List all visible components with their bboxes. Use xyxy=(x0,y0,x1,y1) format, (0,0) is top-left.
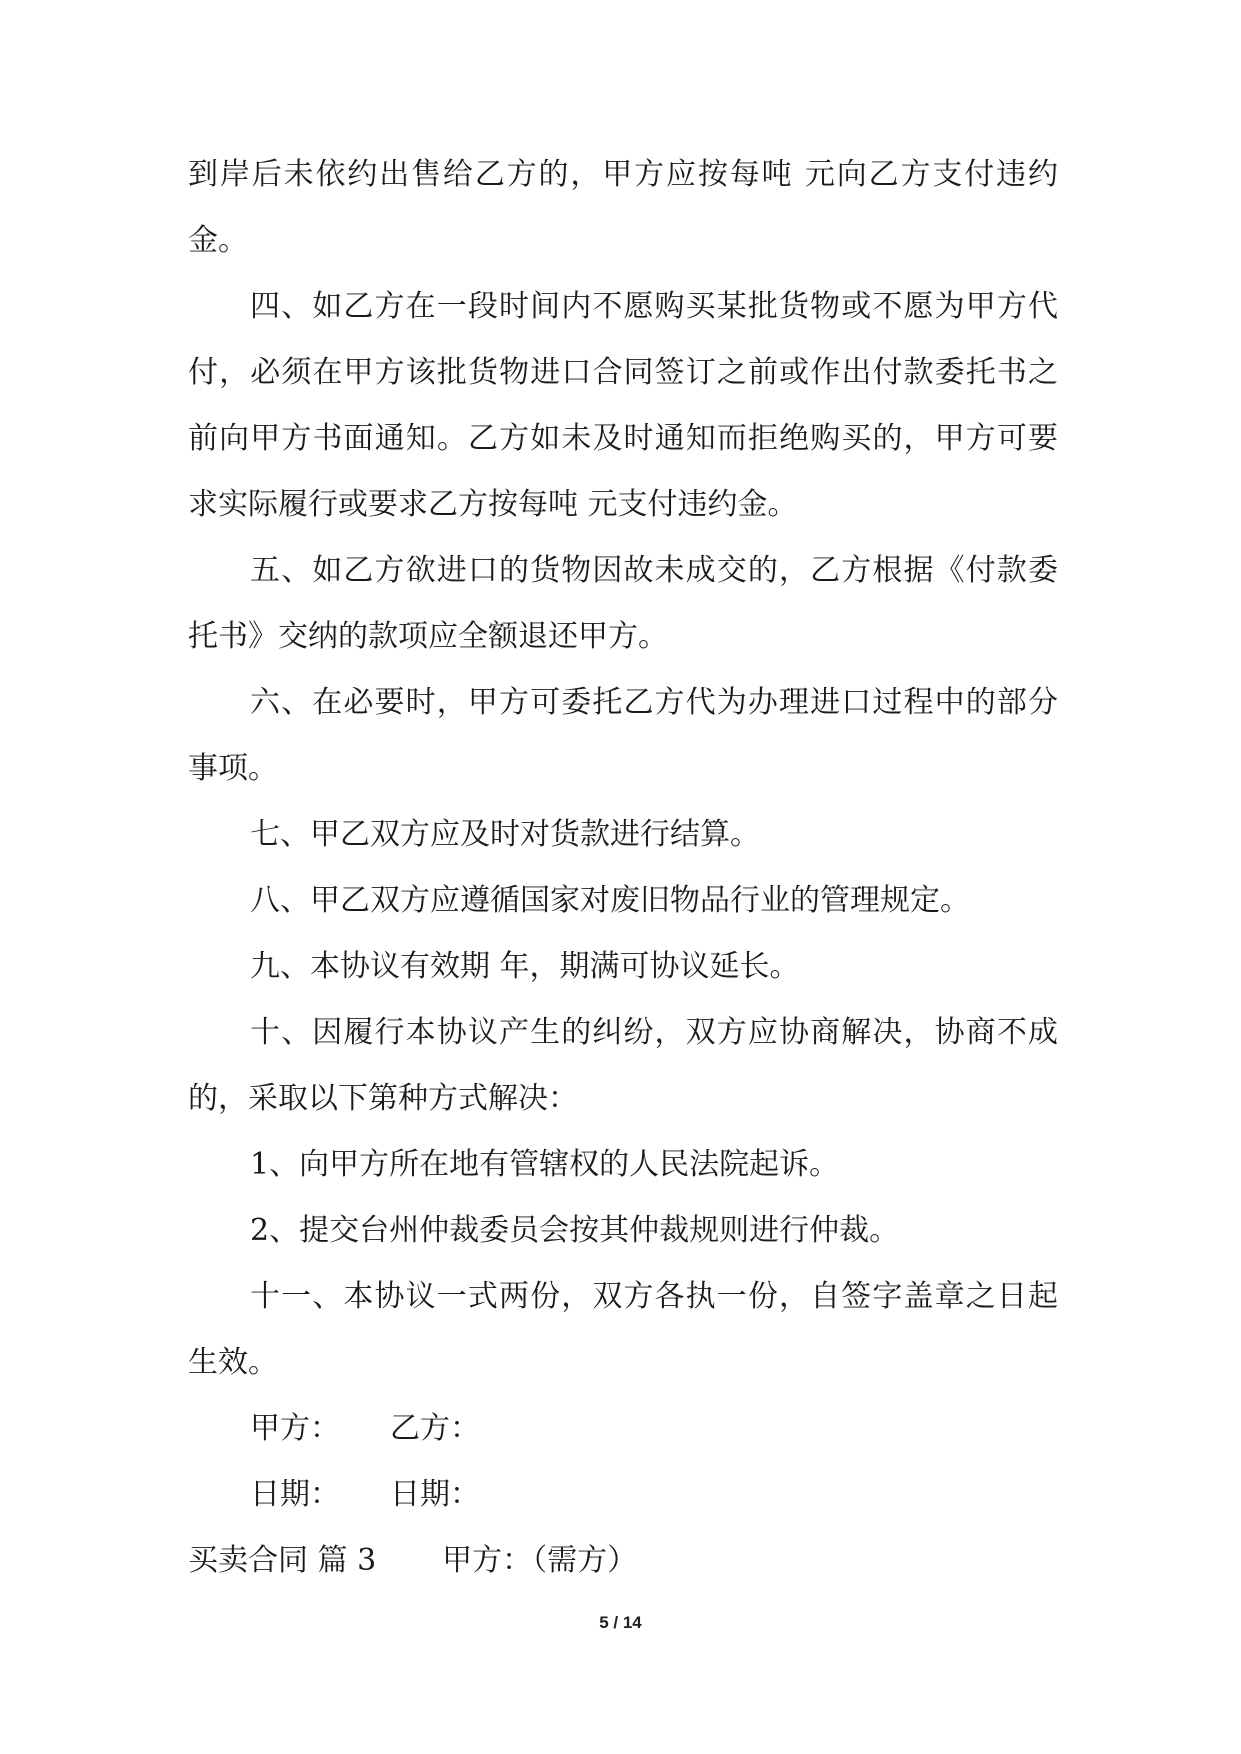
clause-4-line: 付，必须在甲方该批货物进口合同签订之前或作出付款委托书之 xyxy=(188,355,1058,390)
clause-9: 九、本协议有效期 年，期满可协议延长。 xyxy=(250,949,800,984)
clause-4-line: 前向甲方书面通知。乙方如未及时通知而拒绝购买的，甲方可要 xyxy=(188,421,1058,456)
clause-7: 七、甲乙双方应及时对货款进行结算。 xyxy=(250,817,760,852)
section-title: 买卖合同 篇 3 xyxy=(188,1543,377,1578)
dispute-option-2: 2、提交台州仲裁委员会按其仲裁规则进行仲裁。 xyxy=(250,1213,900,1248)
document-body xyxy=(188,155,1058,1607)
clause-4-line: 四、如乙方在一段时间内不愿购买某批货物或不愿为甲方代 xyxy=(250,289,1058,324)
party-a-label: 甲方： xyxy=(250,1411,340,1446)
section-party: 甲方：（需方） xyxy=(442,1543,638,1578)
signature-date-row xyxy=(188,1475,1058,1541)
date-a-label: 日期： xyxy=(250,1477,340,1512)
clause-8: 八、甲乙双方应遵循国家对废旧物品行业的管理规定。 xyxy=(250,883,970,918)
clause-4-line: 求实际履行或要求乙方按每吨 元支付违约金。 xyxy=(188,487,798,522)
paragraph-line: 到岸后未依约出售给乙方的，甲方应按每吨 元向乙方支付违约 xyxy=(188,157,1058,192)
clause-10-line: 十、因履行本协议产生的纠纷，双方应协商解决，协商不成 xyxy=(250,1015,1058,1050)
dispute-option-1: 1、向甲方所在地有管辖权的人民法院起诉。 xyxy=(250,1147,840,1182)
clause-6-line: 六、在必要时，甲方可委托乙方代为办理进口过程中的部分 xyxy=(250,685,1058,720)
clause-10-line: 的，采取以下第种方式解决： xyxy=(188,1081,578,1116)
clause-6-line: 事项。 xyxy=(188,751,278,786)
page-number: 5 / 14 xyxy=(599,1613,642,1632)
signature-party-row xyxy=(188,1409,1058,1475)
paragraph-line: 金。 xyxy=(188,223,248,258)
clause-11-line: 生效。 xyxy=(188,1345,278,1380)
party-b-label: 乙方： xyxy=(390,1411,480,1446)
date-b-label: 日期： xyxy=(390,1477,480,1512)
clause-11-line: 十一、本协议一式两份，双方各执一份，自签字盖章之日起 xyxy=(250,1279,1058,1314)
clause-5-line: 托书》交纳的款项应全额退还甲方。 xyxy=(188,619,668,654)
clause-5-line: 五、如乙方欲进口的货物因故未成交的，乙方根据《付款委 xyxy=(250,553,1058,588)
section-heading-row xyxy=(188,1541,1058,1607)
